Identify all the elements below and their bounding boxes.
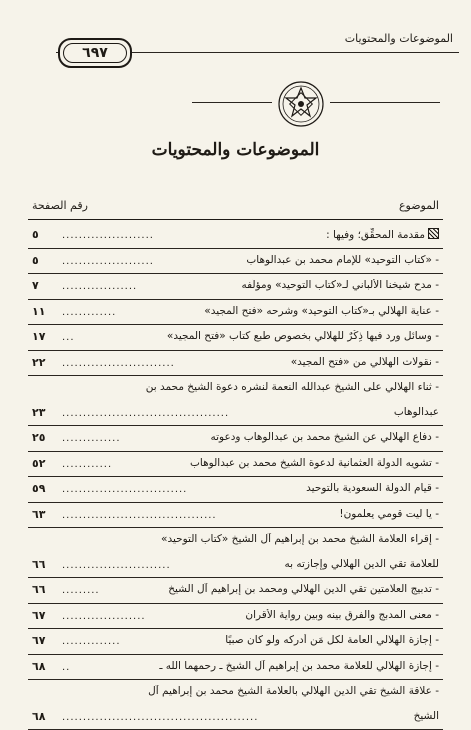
ornament-rule-right bbox=[330, 102, 440, 103]
toc-entry-text: مقدمة المحقِّق؛ وفيها : bbox=[326, 229, 425, 241]
toc-entry-text: - إقراء العلّامة الشيخ محمد بن إبراهيم آل الشيخ «كتاب التوحيد» bbox=[161, 533, 439, 545]
toc-entry-page: ٦٧ bbox=[32, 634, 45, 647]
toc-entry bbox=[28, 376, 443, 401]
toc-entry-page: ٢٣ bbox=[32, 406, 45, 419]
toc-entry-text: - تدبيج العلّامتين تقي الدين الهلالي ومحمد بن إبراهيم آل الشيخ bbox=[168, 583, 439, 595]
toc-entry-page: ٥ bbox=[32, 254, 39, 267]
toc-entry-text: - دفاع الهلالي عن الشيخ محمد بن عبدالوهاب ودعوته bbox=[210, 431, 439, 443]
toc-leader-dots: ... bbox=[62, 332, 161, 343]
toc-entry-text: - معنى المدبج والفرق بينه وبين رواية الأقران bbox=[245, 609, 439, 621]
toc-entry-page: ١١ bbox=[32, 305, 45, 318]
toc-entry-title bbox=[414, 710, 439, 722]
toc-entry-text: الشيخ bbox=[414, 710, 439, 722]
toc-leader-dots: ......... bbox=[62, 585, 162, 596]
toc-entry-page: ٥ bbox=[32, 228, 39, 241]
toc-entry-page: ٧ bbox=[32, 279, 39, 292]
toc-entry bbox=[28, 426, 443, 452]
toc-entry-text: - نقولات الهلالي من «فتح المجيد» bbox=[291, 356, 439, 368]
toc-entry-text: عبدالوهاب bbox=[394, 406, 439, 418]
toc-entry-page: ٦٨ bbox=[32, 660, 45, 673]
toc-entry-page: ٦٨ bbox=[32, 710, 45, 723]
toc-entry-title bbox=[326, 228, 439, 241]
toc-entry-title bbox=[225, 634, 439, 646]
toc-entry bbox=[28, 604, 443, 630]
toc-entry bbox=[28, 477, 443, 503]
toc-entry bbox=[28, 325, 443, 351]
toc-entry bbox=[28, 528, 443, 553]
toc-leader-dots: .............. bbox=[62, 433, 204, 444]
toc-entry-title bbox=[284, 558, 439, 570]
table-of-contents bbox=[28, 223, 443, 688]
toc-entry bbox=[28, 705, 443, 730]
toc-entry bbox=[28, 300, 443, 326]
toc-leader-dots: ............................................... bbox=[62, 712, 408, 723]
bullet-icon bbox=[428, 228, 439, 239]
toc-entry-text: - «كتاب التوحيد» للإمام محمد بن عبدالوهاب bbox=[246, 254, 439, 266]
toc-entry-page: ٦٧ bbox=[32, 609, 45, 622]
toc-entry bbox=[28, 503, 443, 529]
toc-entry bbox=[28, 553, 443, 579]
toc-entry-text: - إجازة الهلالي العامة لكل مَن أدركه ولو كان صبيًا bbox=[225, 634, 439, 646]
toc-entry-page: ٦٦ bbox=[32, 583, 45, 596]
toc-entry-title bbox=[167, 330, 439, 342]
decorative-ornament bbox=[192, 74, 471, 134]
page-title: الموضوعات والمحتويات bbox=[0, 140, 471, 160]
toc-entry-page: ٢٢ bbox=[32, 356, 45, 369]
toc-leader-dots: ........................................ bbox=[62, 408, 388, 419]
toc-leader-dots: .................. bbox=[62, 281, 235, 292]
toc-entry-title bbox=[159, 660, 439, 672]
toc-entry-text: - مدح شيخنا الألباني لـ«كتاب التوحيد» ومؤلِّفه bbox=[241, 279, 439, 291]
toc-leader-dots: ............. bbox=[62, 307, 198, 318]
toc-entry-page: ٥٩ bbox=[32, 482, 45, 495]
toc-leader-dots: .. bbox=[62, 662, 153, 673]
toc-entry-title bbox=[306, 482, 439, 494]
toc-leader-dots: .......................... bbox=[62, 560, 278, 571]
toc-entry-title bbox=[339, 508, 439, 520]
toc-entry bbox=[28, 401, 443, 427]
toc-entry-page: ١٧ bbox=[32, 330, 45, 343]
toc-entry-text: - عناية الهلالي بـ«كتاب التوحيد» وشرحه «فتح المجيد» bbox=[204, 305, 439, 317]
toc-entry bbox=[28, 249, 443, 275]
toc-entry bbox=[28, 351, 443, 377]
star-ornament-icon bbox=[276, 79, 326, 129]
toc-entry-title bbox=[148, 685, 439, 697]
toc-entry-text: - ثناء الهلالي على الشيخ عبدالله النعمة لنشره دعوة الشيخ محمد بن bbox=[146, 381, 439, 393]
toc-entry bbox=[28, 452, 443, 478]
toc-entry bbox=[28, 629, 443, 655]
toc-leader-dots: ...................... bbox=[62, 230, 320, 241]
toc-entry-text: - إجازة الهلالي للعلّامة محمد بن إبراهيم آل الشيخ ـ رحمهما الله ـ bbox=[159, 660, 439, 672]
toc-entry-title bbox=[161, 533, 439, 545]
toc-entry-title bbox=[394, 406, 439, 418]
toc-entry-text: - علاقة الشيخ تقي الدين الهلالي بالعلّامة الشيخ محمد بن إبراهيم آل bbox=[148, 685, 439, 697]
toc-leader-dots: .............................. bbox=[62, 484, 300, 495]
column-subject-label: الموضوع bbox=[399, 199, 439, 212]
toc-entry-text: للعلّامة تقي الدين الهلالي وإجازته به bbox=[284, 558, 439, 570]
toc-entry-page: ٦٣ bbox=[32, 508, 45, 521]
toc-entry-text: - يا ليت قومي يعلمون! bbox=[339, 508, 439, 520]
toc-entry bbox=[28, 274, 443, 300]
page-number-badge bbox=[58, 38, 132, 68]
toc-entry-title bbox=[190, 457, 439, 469]
toc-entry-title bbox=[204, 305, 439, 317]
toc-entry bbox=[28, 578, 443, 604]
toc-entry-page: ٦٦ bbox=[32, 558, 45, 571]
toc-entry-page: ٢٥ bbox=[32, 431, 45, 444]
toc-entry-text: - تشويه الدولة العثمانية لدعوة الشيخ محمد بن عبدالوهاب bbox=[190, 457, 439, 469]
toc-entry-title bbox=[245, 609, 439, 621]
toc-entry-title bbox=[210, 431, 439, 443]
toc-leader-dots: ...................... bbox=[62, 256, 240, 267]
toc-leader-dots: .................... bbox=[62, 611, 239, 622]
toc-entry-title bbox=[291, 356, 439, 368]
toc-entry-title bbox=[246, 254, 439, 266]
toc-entry-title bbox=[168, 583, 439, 595]
toc-entry bbox=[28, 223, 443, 249]
toc-entry-text: - وسائل ورد فيها ذِكْرٌ للهلالي بخصوص طبع كتاب «فتح المجيد» bbox=[167, 330, 439, 342]
column-header bbox=[28, 199, 443, 220]
toc-leader-dots: ............ bbox=[62, 459, 184, 470]
toc-leader-dots: .............. bbox=[62, 636, 219, 647]
toc-entry-title bbox=[146, 381, 439, 393]
page-number: ٦٩٧ bbox=[63, 43, 127, 63]
toc-entry bbox=[28, 655, 443, 681]
ornament-rule-left bbox=[192, 102, 272, 103]
toc-entry-page: ٥٢ bbox=[32, 457, 45, 470]
toc-entry-text: - قيام الدولة السعودية بالتوحيد bbox=[306, 482, 439, 494]
toc-leader-dots: ........................... bbox=[62, 358, 285, 369]
column-page-label: رقم الصفحة bbox=[32, 199, 88, 212]
toc-leader-dots: ..................................... bbox=[62, 510, 333, 521]
running-head-title: الموضوعات والمحتويات bbox=[345, 32, 453, 45]
toc-entry bbox=[28, 680, 443, 705]
toc-entry-title bbox=[241, 279, 439, 291]
